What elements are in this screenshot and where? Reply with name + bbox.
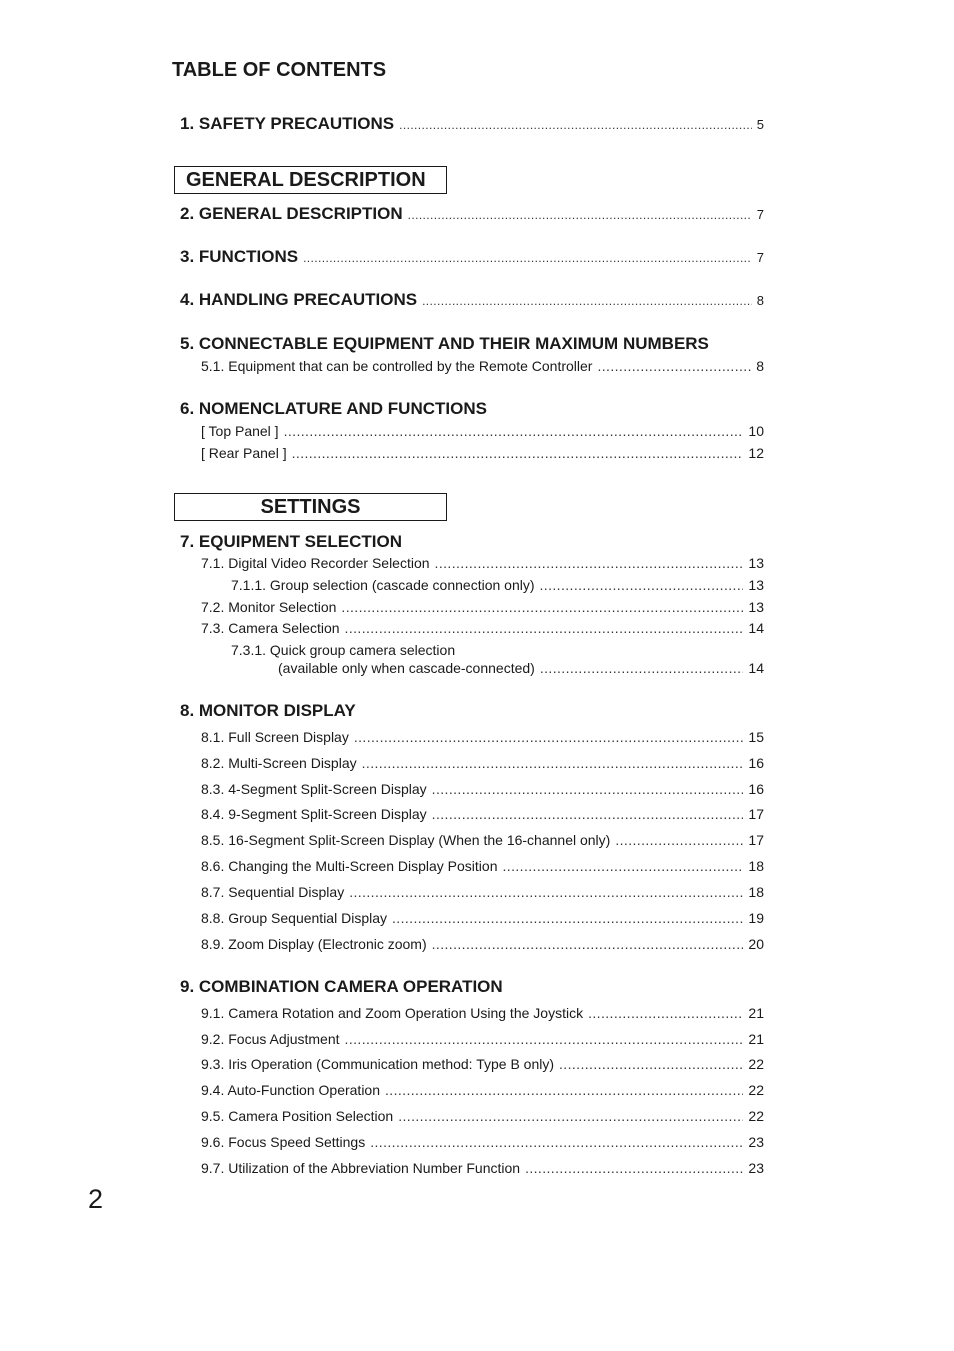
- toc-entry-8-5[interactable]: [201, 832, 764, 848]
- toc-entry-label: 1. SAFETY PRECAUTIONS: [180, 114, 395, 133]
- toc-entry-label: 8.3. 4-Segment Split-Screen Display: [201, 781, 427, 797]
- toc-entry-page: 22: [748, 1056, 764, 1072]
- toc-entry-page: 17: [748, 832, 764, 848]
- toc-entry-label: 8.6. Changing the Multi-Screen Display Position: [201, 858, 498, 874]
- toc-entry-8-4[interactable]: [201, 806, 764, 822]
- toc-entry-page: 17: [748, 806, 764, 822]
- dot-leader: [292, 445, 744, 461]
- toc-entry-9-4[interactable]: [201, 1082, 764, 1098]
- dot-leader: [362, 755, 744, 771]
- toc-entry-label: 9.5. Camera Position Selection: [201, 1108, 394, 1124]
- dot-leader: [385, 1082, 743, 1098]
- toc-entry-page: 18: [748, 858, 764, 874]
- toc-entry-label: 7.3. Camera Selection: [201, 620, 340, 636]
- toc-entry-handling-precautions[interactable]: [180, 290, 764, 310]
- toc-entry-page: 5: [756, 117, 764, 132]
- toc-entry-page: 21: [748, 1005, 764, 1021]
- toc-entry-page: 7: [756, 250, 764, 265]
- toc-entry-general-description[interactable]: [180, 204, 764, 224]
- toc-heading-connectable-equipment[interactable]: 5. CONNECTABLE EQUIPMENT AND THEIR MAXIMUM NUMBERS: [180, 334, 709, 353]
- toc-entry-8-3[interactable]: [201, 781, 764, 797]
- toc-entry-page: 10: [748, 423, 764, 439]
- toc-entry-label: 7.1.1. Group selection (cascade connection only): [231, 577, 535, 593]
- toc-entry-safety-precautions[interactable]: [180, 114, 764, 134]
- toc-entry-label: 2. GENERAL DESCRIPTION: [180, 204, 403, 223]
- toc-entry-label: 4. HANDLING PRECAUTIONS: [180, 290, 418, 309]
- dot-leader: [341, 599, 743, 615]
- dot-leader: [345, 1031, 744, 1047]
- toc-entry-page: 13: [748, 599, 764, 615]
- toc-entry-page: 23: [748, 1134, 764, 1150]
- dot-leader: [349, 884, 743, 900]
- toc-entry-9-7[interactable]: [201, 1160, 764, 1176]
- toc-entry-label: [ Rear Panel ]: [201, 445, 287, 461]
- toc-entry-label: 9.4. Auto-Function Operation: [201, 1082, 380, 1098]
- page-number: 2: [88, 1184, 104, 1214]
- toc-entry-8-7[interactable]: [201, 884, 764, 900]
- dot-leader: [559, 1056, 743, 1072]
- section-header-settings: SETTINGS: [174, 493, 447, 521]
- toc-heading-monitor-display[interactable]: 8. MONITOR DISPLAY: [180, 701, 356, 720]
- dot-leader: [345, 620, 744, 636]
- dot-leader: [399, 118, 752, 132]
- toc-entry-label: 8.9. Zoom Display (Electronic zoom): [201, 936, 427, 952]
- toc-entry-5-1[interactable]: [201, 358, 764, 374]
- toc-heading-combination-camera[interactable]: 9. COMBINATION CAMERA OPERATION: [180, 977, 503, 996]
- toc-entry-label: 9.6. Focus Speed Settings: [201, 1134, 366, 1150]
- toc-entry-page: 19: [748, 910, 764, 926]
- toc-entry-8-9[interactable]: [201, 936, 764, 952]
- toc-entry-top-panel[interactable]: [201, 423, 764, 439]
- toc-entry-9-2[interactable]: [201, 1031, 764, 1047]
- dot-leader: [525, 1160, 743, 1176]
- toc-entry-label: 7.2. Monitor Selection: [201, 599, 337, 615]
- page-title: TABLE OF CONTENTS: [172, 59, 387, 81]
- dot-leader: [597, 358, 751, 374]
- dot-leader: [432, 781, 744, 797]
- toc-entry-9-1[interactable]: [201, 1005, 764, 1021]
- toc-entry-page: 22: [748, 1108, 764, 1124]
- dot-leader: [540, 577, 744, 593]
- toc-entry-page: 21: [748, 1031, 764, 1047]
- dot-leader: [432, 806, 744, 822]
- toc-entry-functions[interactable]: [180, 247, 764, 267]
- toc-entry-9-3[interactable]: [201, 1056, 764, 1072]
- toc-entry-page: 23: [748, 1160, 764, 1176]
- toc-entry-label: 8.5. 16-Segment Split-Screen Display (When the 16-channel only): [201, 832, 611, 848]
- toc-entry-7-3-1[interactable]: [278, 660, 764, 676]
- dot-leader: [392, 910, 743, 926]
- toc-entry-page: 13: [748, 577, 764, 593]
- toc-entry-page: 12: [748, 445, 764, 461]
- toc-entry-label: 8.8. Group Sequential Display: [201, 910, 387, 926]
- section-header-general-description: GENERAL DESCRIPTION: [174, 166, 447, 194]
- toc-entry-page: 16: [748, 755, 764, 771]
- toc-entry-7-1-1[interactable]: [231, 577, 764, 593]
- dot-leader: [422, 294, 752, 308]
- dot-leader: [432, 936, 744, 952]
- toc-entry-7-2[interactable]: [201, 599, 764, 615]
- dot-leader: [503, 858, 744, 874]
- dot-leader: [615, 832, 743, 848]
- dot-leader: [435, 555, 744, 571]
- toc-entry-page: 16: [748, 781, 764, 797]
- toc-entry-page: 20: [748, 936, 764, 952]
- toc-entry-9-6[interactable]: [201, 1134, 764, 1150]
- toc-entry-label: 8.4. 9-Segment Split-Screen Display: [201, 806, 427, 822]
- toc-entry-page: 18: [748, 884, 764, 900]
- toc-entry-label: 9.1. Camera Rotation and Zoom Operation Using the Joystick: [201, 1005, 584, 1021]
- toc-entry-9-5[interactable]: [201, 1108, 764, 1124]
- toc-entry-page: 14: [748, 620, 764, 636]
- dot-leader: [588, 1005, 743, 1021]
- toc-entry-7-3-1-label[interactable]: 7.3.1. Quick group camera selection: [231, 642, 456, 658]
- toc-entry-label: 8.2. Multi-Screen Display: [201, 755, 357, 771]
- toc-entry-page: 8: [756, 358, 764, 374]
- toc-entry-label: 9.7. Utilization of the Abbreviation Number Function: [201, 1160, 521, 1176]
- toc-entry-page: 22: [748, 1082, 764, 1098]
- toc-entry-8-6[interactable]: [201, 858, 764, 874]
- toc-entry-label: 8.7. Sequential Display: [201, 884, 345, 900]
- toc-entry-label: [ Top Panel ]: [201, 423, 279, 439]
- toc-entry-label: 3. FUNCTIONS: [180, 247, 299, 266]
- toc-entry-8-1[interactable]: [201, 729, 764, 745]
- dot-leader: [303, 251, 752, 265]
- toc-entry-label: 9.2. Focus Adjustment: [201, 1031, 340, 1047]
- toc-entry-page: 8: [756, 293, 764, 308]
- dot-leader: [370, 1134, 743, 1150]
- toc-entry-page: 15: [748, 729, 764, 745]
- toc-entry-8-2[interactable]: [201, 755, 764, 771]
- toc-entry-label: 7.1. Digital Video Recorder Selection: [201, 555, 430, 571]
- dot-leader: [540, 660, 744, 676]
- dot-leader: [398, 1108, 743, 1124]
- toc-entry-page: 14: [748, 660, 764, 676]
- toc-entry-label: 8.1. Full Screen Display: [201, 729, 349, 745]
- toc-entry-label: 5.1. Equipment that can be controlled by the Remote Controller: [201, 358, 593, 374]
- toc-entry-page: 13: [748, 555, 764, 571]
- toc-entry-7-1[interactable]: [201, 555, 764, 571]
- toc-heading-equipment-selection[interactable]: 7. EQUIPMENT SELECTION: [180, 532, 402, 551]
- dot-leader: [354, 729, 744, 745]
- toc-entry-label-continued: (available only when cascade-connected): [278, 660, 535, 676]
- toc-heading-nomenclature[interactable]: 6. NOMENCLATURE AND FUNCTIONS: [180, 399, 487, 418]
- toc-entry-8-8[interactable]: [201, 910, 764, 926]
- dot-leader: [408, 208, 752, 222]
- toc-entry-label: 9.3. Iris Operation (Communication method: Type B only): [201, 1056, 555, 1072]
- toc-entry-page: 7: [756, 207, 764, 222]
- toc-entry-7-3[interactable]: [201, 620, 764, 636]
- dot-leader: [284, 423, 744, 439]
- toc-entry-rear-panel[interactable]: [201, 445, 764, 461]
